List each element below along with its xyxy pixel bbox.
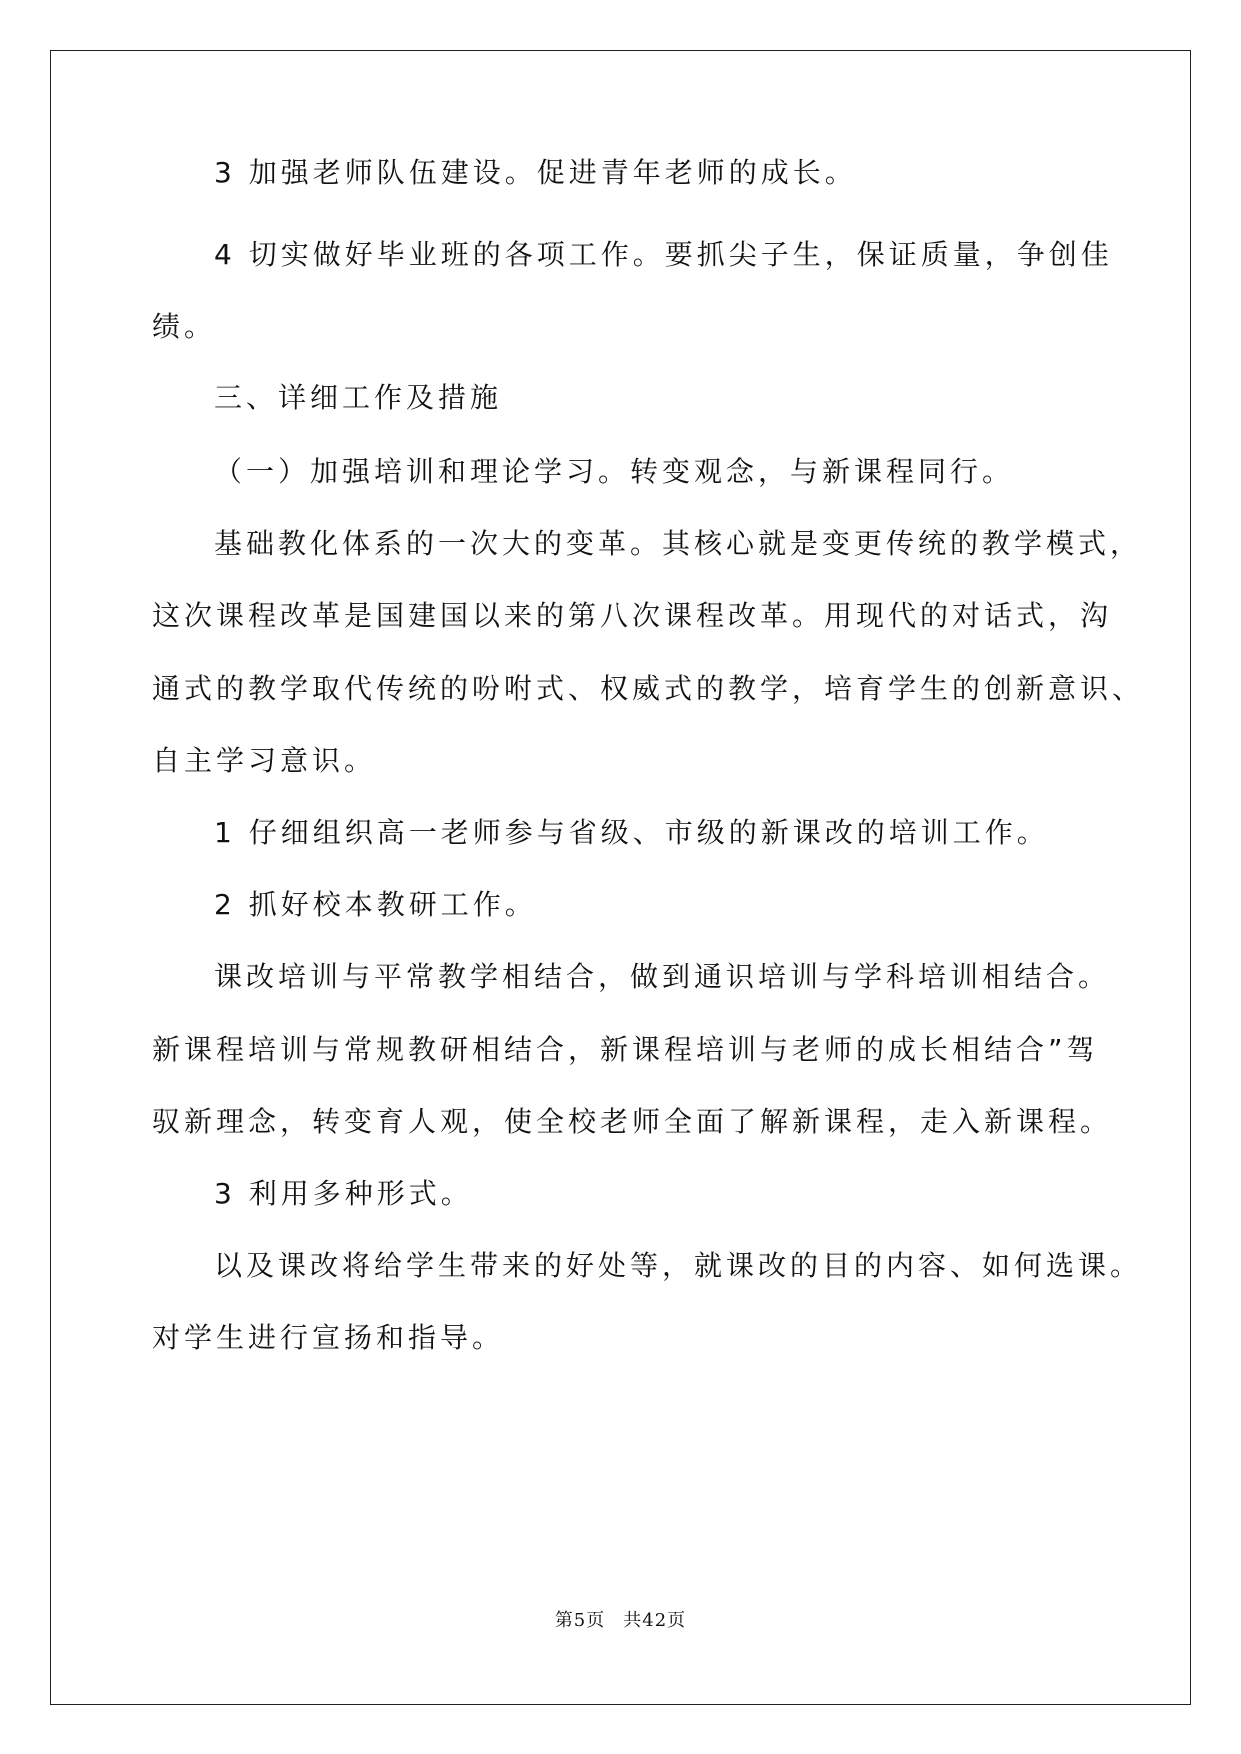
paragraph-line: 自主学习意识。: [152, 744, 377, 777]
paragraph-line: 这次课程改革是国建国以来的第八次课程改革。用现代的对话式，沟: [152, 599, 1113, 632]
paragraph-line: 4 切实做好毕业班的各项工作。要抓尖子生，保证质量，争创佳: [214, 238, 1113, 271]
paragraph-line: 新课程培训与常规教研相结合，新课程培训与老师的成长相结合”驾: [152, 1033, 1099, 1066]
paragraph-line: 课改培训与平常教学相结合，做到通识培训与学科培训相结合。: [214, 960, 1111, 993]
subsection-heading: （一）加强培训和理论学习。转变观念，与新课程同行。: [214, 455, 1015, 488]
paragraph-line: 对学生进行宣扬和指导。: [152, 1321, 505, 1354]
page-total: 共42页: [623, 1610, 687, 1631]
page-footer: [0, 1606, 1241, 1632]
section-heading: 三、详细工作及措施: [214, 381, 503, 414]
paragraph-line: 通式的教学取代传统的吩咐式、权威式的教学，培育学生的创新意识、: [152, 672, 1145, 705]
paragraph-line: 以及课改将给学生带来的好处等，就课改的目的内容、如何选课。: [214, 1249, 1143, 1282]
paragraph-line: 2 抓好校本教研工作。: [214, 888, 537, 921]
page-number: 第5页: [554, 1610, 606, 1631]
paragraph-line: 驭新理念，转变育人观，使全校老师全面了解新课程，走入新课程。: [152, 1105, 1113, 1138]
paragraph-line: 基础教化体系的一次大的变革。其核心就是变更传统的教学模式，: [214, 527, 1143, 560]
paragraph-line: 3 加强老师队伍建设。促进青年老师的成长。: [214, 156, 857, 189]
paragraph-line: 绩。: [152, 310, 217, 343]
paragraph-line: 3 利用多种形式。: [214, 1177, 473, 1210]
paragraph-line: 1 仔细组织高一老师参与省级、市级的新课改的培训工作。: [214, 816, 1049, 849]
